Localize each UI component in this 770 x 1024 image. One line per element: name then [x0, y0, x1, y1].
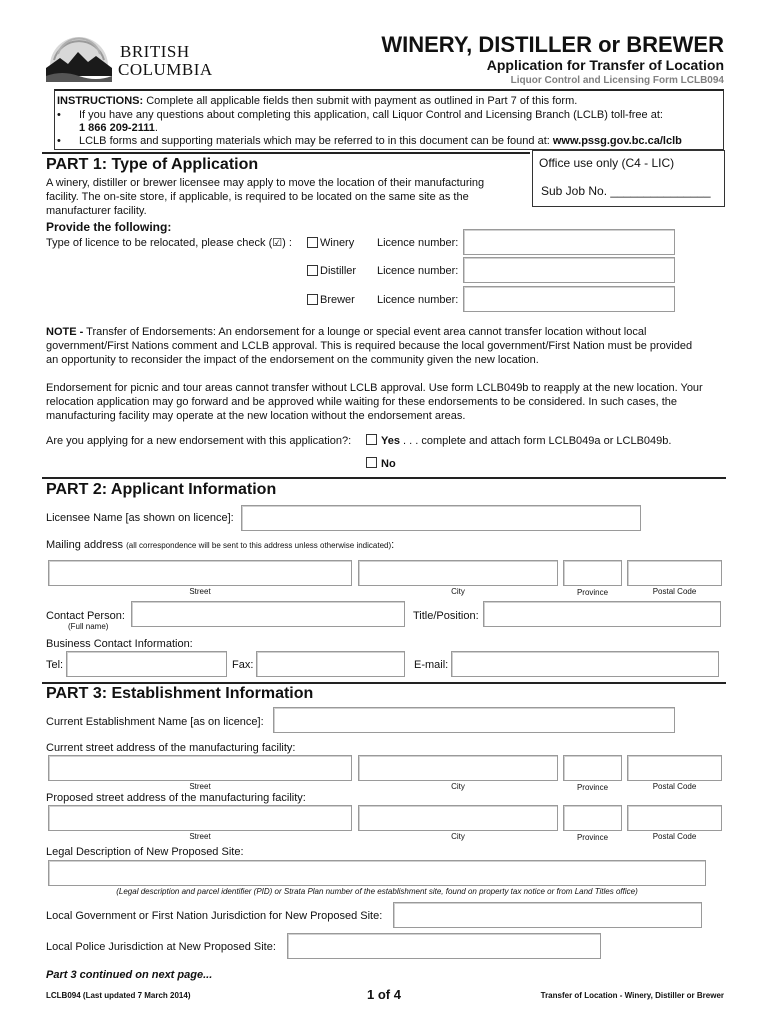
licensee-name-label: Licensee Name [as shown on licence]:: [46, 512, 234, 524]
current-city-input[interactable]: [358, 755, 558, 781]
fax-input[interactable]: [256, 651, 405, 677]
full-name-caption: (Full name): [68, 622, 109, 631]
current-name-label: Current Establishment Name [as on licence]:: [46, 716, 264, 728]
postal-code-caption: Postal Code: [652, 832, 697, 841]
mailing-city-input[interactable]: [358, 560, 558, 586]
form-title: WINERY, DISTILLER or BREWER: [381, 32, 724, 57]
form-subtitle: Application for Transfer of Location: [486, 57, 724, 73]
part1-desc-2: facility. The on-site store, if applicable, is required to be located on the same site as the: [46, 191, 469, 203]
police-jurisdiction-input[interactable]: [287, 933, 601, 959]
endorsement-question: Are you applying for a new endorsement with this application?:: [46, 435, 352, 447]
city-caption: City: [451, 782, 465, 791]
lclb-url-link[interactable]: www.pssg.gov.bc.ca/lclb: [552, 135, 682, 147]
street-caption: Street: [189, 587, 211, 596]
phone-period: .: [154, 122, 158, 134]
email-label: E-mail:: [414, 659, 449, 671]
street-caption: Street: [189, 832, 211, 841]
email-input[interactable]: [451, 651, 719, 677]
proposed-postal-code-input[interactable]: [627, 805, 722, 831]
title-position-input[interactable]: [483, 601, 721, 627]
postal-code-caption: Postal Code: [652, 587, 697, 596]
continued-note: Part 3 continued on next page...: [46, 969, 213, 981]
jurisdiction-input[interactable]: [393, 902, 702, 928]
current-street-input[interactable]: [48, 755, 352, 781]
yes-label: Yes: [381, 435, 400, 447]
current-establishment-name-input[interactable]: [273, 707, 675, 733]
endorsement-no-checkbox[interactable]: [366, 457, 377, 468]
part1-title: PART 1: Type of Application: [46, 156, 259, 173]
part2-divider: [42, 477, 726, 479]
brewer-checkbox[interactable]: [307, 294, 318, 305]
province-caption: Province: [576, 833, 609, 842]
sub-job-label: Sub Job No.: [541, 184, 608, 198]
footer-form-name: Transfer of Location - Winery, Distiller or Brewer: [540, 991, 724, 1000]
instructions-label: INSTRUCTIONS:: [57, 95, 144, 107]
checkbox-glyph: ☑: [272, 237, 283, 249]
distiller-licence-number-input[interactable]: [463, 257, 675, 283]
licensee-name-input[interactable]: [241, 505, 641, 531]
part1-desc-1: A winery, distiller or brewer licensee may apply to move the location of their manufacturing: [46, 177, 485, 189]
brewer-label: Brewer: [320, 294, 355, 306]
current-postal-code-input[interactable]: [627, 755, 722, 781]
licence-type-prompt-end: ) :: [282, 237, 292, 249]
note-line-1: Transfer of Endorsements: An endorsement for a lounge or special event area cannot transfer location without local: [83, 326, 647, 338]
mailing-colon: :: [391, 539, 395, 551]
office-use-label: Office use only (C4 - LIC): [539, 156, 675, 170]
legal-description-note: (Legal description and parcel identifier (PID) or Strata Plan number of the establishment site, found on property tax notice or from Land Titles office): [116, 887, 638, 896]
mailing-street-input[interactable]: [48, 560, 352, 586]
yes-instruction: . . . complete and attach form LCLB049a or LCLB049b.: [399, 435, 672, 447]
endorsement-line-2: relocation application may go forward and be approved while waiting for these endorsements to be considered. In such cases, the: [46, 396, 678, 408]
legal-description-label: Legal Description of New Proposed Site:: [46, 846, 244, 858]
instructions-bullet1: If you have any questions about completing this application, call Liquor Control and Licensing Branch (LCLB) toll-free at:: [79, 109, 663, 121]
street-caption: Street: [189, 782, 211, 791]
legal-description-input[interactable]: [48, 860, 706, 886]
distiller-label: Distiller: [320, 265, 357, 277]
instructions-bullet2: LCLB forms and supporting materials which may be referred to in this document can be found at:: [79, 135, 550, 147]
bc-logo-mark: [46, 36, 112, 82]
proposed-address-label: Proposed street address of the manufacturing facility:: [46, 792, 306, 804]
part1-divider: [42, 152, 530, 154]
licence-type-prompt: [46, 236, 292, 250]
note-label: NOTE -: [46, 326, 84, 338]
lclb-phone: 1 866 209-2111: [79, 122, 155, 134]
instructions-box: [54, 89, 724, 150]
instructions-line1: Complete all applicable fields then submit with payment as outlined in Part 7 of this form.: [146, 95, 578, 107]
licence-type-prompt-text: Type of licence to be relocated, please check (: [46, 237, 273, 249]
proposed-city-input[interactable]: [358, 805, 558, 831]
endorsement-yes-checkbox[interactable]: [366, 434, 377, 445]
proposed-province-input[interactable]: [563, 805, 622, 831]
part3-title: PART 3: Establishment Information: [46, 685, 314, 702]
fax-label: Fax:: [232, 659, 254, 671]
endorsement-line-1: Endorsement for picnic and tour areas cannot transfer without LCLB approval. Use form LCLB049b to reapply at the new location. Your: [46, 382, 703, 394]
licence-number-label: Licence number:: [377, 265, 459, 277]
police-jurisdiction-label: Local Police Jurisdiction at New Proposed Site:: [46, 941, 276, 953]
distiller-checkbox[interactable]: [307, 265, 318, 276]
tel-input[interactable]: [66, 651, 227, 677]
licence-number-label: Licence number:: [377, 294, 459, 306]
city-caption: City: [451, 587, 465, 596]
office-use-box: [532, 150, 725, 207]
business-contact-label: Business Contact Information:: [46, 638, 193, 650]
mailing-province-input[interactable]: [563, 560, 622, 586]
bullet: •: [57, 135, 61, 147]
current-province-input[interactable]: [563, 755, 622, 781]
winery-checkbox[interactable]: [307, 237, 318, 248]
brewer-licence-number-input[interactable]: [463, 286, 675, 312]
page-number: 1 of 4: [367, 987, 401, 1002]
part1-desc-3: manufacturer facility.: [46, 205, 147, 217]
contact-person-label: Contact Person:: [46, 610, 125, 622]
title-position-label: Title/Position:: [413, 610, 479, 622]
sub-job-line: _______________: [610, 184, 711, 198]
part2-title: PART 2: Applicant Information: [46, 481, 277, 498]
winery-licence-number-input[interactable]: [463, 229, 675, 255]
bullet: •: [57, 109, 61, 121]
form-id: Liquor Control and Licensing Form LCLB094: [510, 75, 724, 86]
proposed-street-input[interactable]: [48, 805, 352, 831]
logo-line-2: COLUMBIA: [118, 60, 213, 79]
current-address-label: Current street address of the manufacturing facility:: [46, 742, 296, 754]
logo-line-1: BRITISH: [120, 42, 190, 61]
no-label: No: [381, 458, 396, 470]
city-caption: City: [451, 832, 465, 841]
mailing-postal-code-input[interactable]: [627, 560, 722, 586]
province-caption: Province: [576, 783, 609, 792]
provide-following: Provide the following:: [46, 220, 172, 234]
winery-label: Winery: [320, 237, 355, 249]
footer-form-version: LCLB094 (Last updated 7 March 2014): [46, 991, 191, 1000]
endorsement-line-3: manufacturing facility may operate at the new location without the endorsement areas.: [46, 410, 466, 422]
mailing-address-label: Mailing address: [46, 539, 124, 551]
tel-label: Tel:: [46, 659, 64, 671]
province-caption: Province: [576, 588, 609, 597]
jurisdiction-label: Local Government or First Nation Jurisdiction for New Proposed Site:: [46, 910, 383, 922]
postal-code-caption: Postal Code: [652, 782, 697, 791]
note-line-2: government/First Nations comment and LCLB approval. This is required because the local government/First Nation must be provided: [46, 340, 693, 352]
mailing-address-note: (all correspondence will be sent to this address unless otherwise indicated): [126, 541, 392, 550]
bc-logo: [46, 36, 216, 84]
contact-person-input[interactable]: [131, 601, 405, 627]
note-line-3: an opportunity to reconsider the impact of the endorsement on the community given the new location.: [46, 354, 539, 366]
licence-number-label: Licence number:: [377, 237, 459, 249]
